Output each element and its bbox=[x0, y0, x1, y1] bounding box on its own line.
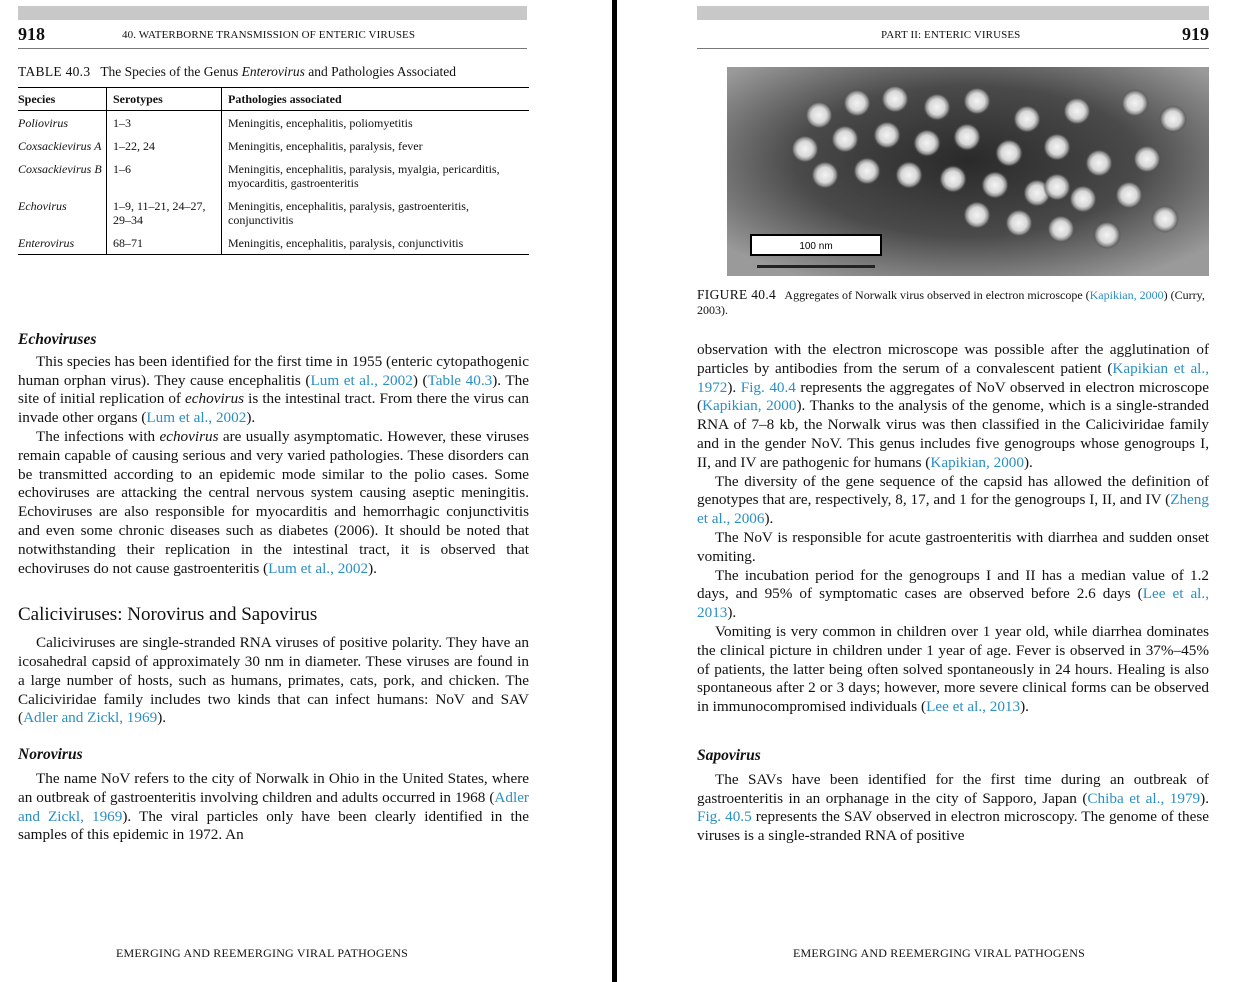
virus-particle bbox=[873, 121, 901, 149]
virus-particle bbox=[853, 157, 881, 185]
page-number: 919 bbox=[1182, 24, 1209, 44]
serotypes-cell: 1–6 bbox=[107, 157, 222, 194]
virus-particle bbox=[1093, 221, 1121, 249]
paragraph: The infections with echovirus are usually asymptomatic. However, these viruses remain capable of causing serious and very varied pathologies. These disorders can be transmitted according to an epidemic mode similar to the polio cases. Some echoviruses are attacking the central nervous system causing aseptic meningitis. Echoviruses are also responsible for myocarditis and hemorrhagic conjunctivitis and even some chronic diseases such as diabetes (2006). It should be noted that notwithstanding their replication in the intestinal tract, it is observed that echoviruses do not cause gastroenteritis (Lum et al., 2002). bbox=[18, 427, 529, 577]
species-cell: Coxsackievirus B bbox=[18, 162, 102, 176]
virus-particle bbox=[881, 85, 909, 113]
citation-link[interactable]: Lum et al., 2002 bbox=[310, 371, 413, 389]
citation-link[interactable]: Adler and Zickl, 1969 bbox=[18, 788, 529, 825]
species-table bbox=[18, 87, 529, 255]
section-heading-norovirus: Norovirus bbox=[18, 746, 83, 764]
pathologies-cell: Meningitis, encephalitis, paralysis, fever bbox=[222, 134, 530, 157]
table-caption: TABLE 40.3 The Species of the Genus Enterovirus and Pathologies Associated bbox=[18, 64, 457, 79]
virus-particle bbox=[1005, 209, 1033, 237]
page-footer: EMERGING AND REEMERGING VIRAL PATHOGENS bbox=[116, 946, 409, 960]
virus-particle bbox=[1151, 205, 1179, 233]
virus-particle bbox=[1115, 181, 1143, 209]
left-page bbox=[0, 0, 612, 982]
micrograph-image bbox=[727, 67, 1209, 276]
virus-particle bbox=[843, 89, 871, 117]
citation-link[interactable]: Lee et al., 2013 bbox=[697, 585, 1209, 622]
virus-particle bbox=[895, 161, 923, 189]
table-link[interactable]: Table 40.3 bbox=[427, 371, 493, 389]
pathologies-cell: Meningitis, encephalitis, paralysis, gastroenteritis, conjunctivitis bbox=[222, 194, 530, 231]
table-row bbox=[18, 157, 529, 194]
virus-particle bbox=[811, 161, 839, 189]
table-row bbox=[18, 194, 529, 231]
citation-link[interactable]: Zheng et al., 2006 bbox=[697, 491, 1209, 528]
paragraph: The SAVs have been identified for the first time during an outbreak of gastroenteritis in an orphanage in the city of Sapporo, Japan (Chiba et al., 1979). Fig. 40.5 represents the SAV observed in electron microscopy. The genome of these viruses is a single-stranded RNA of positive bbox=[697, 770, 1209, 845]
virus-particle bbox=[831, 125, 859, 153]
species-cell: Coxsackievirus A bbox=[18, 139, 102, 153]
virus-particle bbox=[1047, 215, 1075, 243]
chapter-title: 40. WATERBORNE TRANSMISSION OF ENTERIC VIRUSES bbox=[122, 29, 416, 41]
right-text-column bbox=[697, 341, 1209, 846]
running-head bbox=[697, 22, 1209, 49]
header-bar bbox=[18, 6, 527, 20]
part-title: PART II: ENTERIC VIRUSES bbox=[881, 29, 1021, 41]
virus-particle bbox=[1121, 89, 1149, 117]
serotypes-cell: 1–3 bbox=[107, 111, 222, 135]
header-bar bbox=[697, 6, 1209, 20]
virus-particle bbox=[1063, 97, 1091, 125]
table-row bbox=[18, 134, 529, 157]
virus-particle bbox=[1069, 185, 1097, 213]
paragraph: The diversity of the gene sequence of the capsid has allowed the definition of genotypes that are, respectively, 8, 17, and 1 for the genogroups I, II, and IV (Zheng et al., 2006). bbox=[697, 472, 1209, 528]
page-footer: EMERGING AND REEMERGING VIRAL PATHOGENS bbox=[793, 946, 1086, 960]
figure-link[interactable]: Fig. 40.5 bbox=[697, 808, 752, 826]
species-cell: Echovirus bbox=[18, 199, 67, 213]
virus-particle bbox=[1043, 173, 1071, 201]
table-row bbox=[18, 111, 529, 135]
virus-particle bbox=[939, 165, 967, 193]
citation-link[interactable]: Adler and Zickl, 1969 bbox=[23, 709, 158, 727]
figure-caption: FIGURE 40.4 Aggregates of Norwalk virus observed in electron microscope (Kapikian, 2000) (Curry, 2003). bbox=[697, 287, 1205, 317]
virus-particle bbox=[805, 101, 833, 129]
paragraph: The incubation period for the genogroups I and II has a median value of 1.2 days, and 95% of symptomatic cases are observed before 2.6 days (Lee et al., 2013). bbox=[697, 566, 1209, 622]
scale-bar-label: 100 nm bbox=[799, 241, 833, 252]
species-cell: Enterovirus bbox=[18, 231, 107, 255]
virus-particle bbox=[1133, 145, 1161, 173]
page-number: 918 bbox=[18, 24, 45, 44]
column-header: Pathologies associated bbox=[222, 88, 530, 111]
virus-particle bbox=[1013, 105, 1041, 133]
virus-particle bbox=[1159, 105, 1187, 133]
left-text-column bbox=[18, 331, 529, 845]
virus-particle bbox=[963, 201, 991, 229]
virus-particle bbox=[913, 129, 941, 157]
paragraph: The name NoV refers to the city of Norwalk in Ohio in the United States, where an outbreak of gastroenteritis involving children and adults occurred in 1968 (Adler and Zickl, 1969). The viral particles only have been clearly identified in the samples of this epidemic in 1972. An bbox=[18, 769, 530, 844]
pathologies-cell: Meningitis, encephalitis, paralysis, conjunctivitis bbox=[222, 231, 530, 255]
figure-link[interactable]: Fig. 40.4 bbox=[740, 378, 796, 396]
virus-particle bbox=[1085, 149, 1113, 177]
figure-label: FIGURE 40.4 bbox=[697, 287, 777, 302]
virus-particle bbox=[953, 123, 981, 151]
citation-link[interactable]: Lum et al., 2002 bbox=[146, 409, 247, 427]
column-header: Species bbox=[18, 88, 107, 111]
citation-link[interactable]: Lee et al., 2013 bbox=[926, 698, 1021, 716]
citation-link[interactable]: Kapikian et al., 1972 bbox=[697, 359, 1209, 396]
citation-link[interactable]: Chiba et al., 1979 bbox=[1087, 789, 1201, 807]
citation-link[interactable]: Kapikian, 2000 bbox=[1089, 288, 1164, 302]
running-head bbox=[18, 22, 527, 49]
column-header: Serotypes bbox=[107, 88, 222, 111]
species-cell: Poliovirus bbox=[18, 116, 68, 130]
citation-link[interactable]: Lum et al., 2002 bbox=[268, 559, 369, 577]
table-label: TABLE 40.3 bbox=[18, 64, 91, 79]
paragraph: Caliciviruses are single-stranded RNA viruses of positive polarity. They have an icosahedral capsid of approximately 30 nm in diameter. These viruses are found in a large number of hosts, such as humans, primates, cats, pork, and chicken. The Caliciviridae family includes two kinds that can infect humans: NoV and SAV (Adler and Zickl, 1969). bbox=[18, 634, 529, 727]
paragraph: This species has been identified for the first time in 1955 (enteric cytopathogenic human orphan virus). They cause encephalitis (Lum et al., 2002) (Table 40.3). The site of initial replication of echovirus is the intestinal tract. From there the virus can invade other organs (Lum et al., 2002). bbox=[18, 352, 530, 427]
paragraph: The NoV is responsible for acute gastroenteritis with diarrhea and sudden onset vomiting. bbox=[697, 528, 1209, 565]
section-heading-caliciviruses: Caliciviruses: Norovirus and Sapovirus bbox=[18, 604, 318, 626]
serotypes-cell: 1–22, 24 bbox=[107, 134, 222, 157]
paragraph: observation with the electron microscope was possible after the agglutination of particles by antibodies from the serum of a convalescent patient (Kapikian et al., 1972). Fig. 40.4 represents the aggregates of NoV observed in electron microscope (Kapikian, 2000). Thanks to the analysis of the genome, which is a single-stranded RNA of 7–8 kb, the Norwalk virus was then classified in the Caliciviridae family and in the gender NoV. This genus includes five genogroups whose genogroups I, II, and IV are pathogenic for humans (Kapikian, 2000). bbox=[697, 341, 1210, 471]
virus-particle bbox=[963, 87, 991, 115]
table-row bbox=[18, 231, 529, 255]
serotypes-cell: 68–71 bbox=[107, 231, 222, 255]
pathologies-cell: Meningitis, encephalitis, poliomyetitis bbox=[222, 111, 530, 135]
virus-particle bbox=[995, 139, 1023, 167]
section-heading-sapovirus: Sapovirus bbox=[697, 746, 761, 764]
citation-link[interactable]: Kapikian, 2000 bbox=[930, 453, 1024, 471]
virus-particle bbox=[1043, 133, 1071, 161]
paragraph: Vomiting is very common in children over 1 year old, while diarrhea dominates the clinical picture in children under 1 year of age. Fever is observed in 37%–45% of patients, the latter being often solved spontaneously in 24 hours. Healing is also spontaneous after 2 or 3 days; however, more severe clinical forms can be observed in immunocompromised individuals (Lee et al., 2013). bbox=[697, 622, 1209, 716]
section-heading-echoviruses: Echoviruses bbox=[18, 331, 97, 348]
virus-particle bbox=[923, 93, 951, 121]
electron-micrograph-figure bbox=[727, 67, 1209, 276]
serotypes-cell: 1–9, 11–21, 24–27, 29–34 bbox=[107, 194, 222, 231]
citation-link[interactable]: Kapikian, 2000 bbox=[702, 397, 797, 415]
pathologies-cell: Meningitis, encephalitis, paralysis, myalgia, pericarditis, myocarditis, gastroenteritis bbox=[222, 157, 530, 194]
virus-particle bbox=[981, 171, 1009, 199]
table-header-row bbox=[18, 88, 529, 111]
virus-particle bbox=[791, 135, 819, 163]
scale-bar-line bbox=[757, 265, 875, 268]
